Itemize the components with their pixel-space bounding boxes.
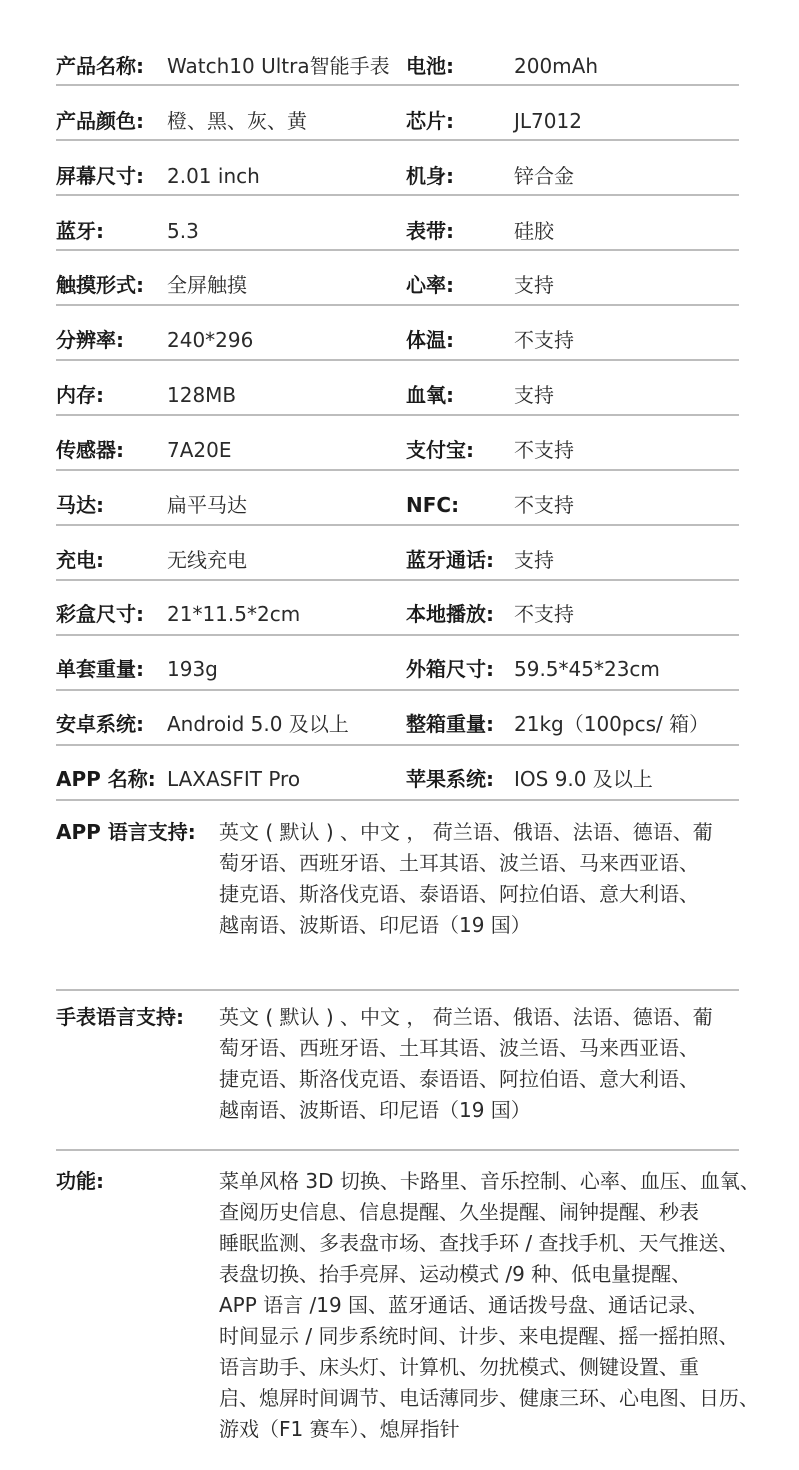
spec-value: 支持 <box>514 548 554 572</box>
spec-value: Watch10 Ultra智能手表 <box>167 54 390 78</box>
spec-row <box>56 656 739 691</box>
spec-row <box>56 53 739 86</box>
spec-value: 21kg（100pcs/ 箱） <box>514 712 710 736</box>
spec-value: 200mAh <box>514 54 599 78</box>
spec-label: 单套重量: <box>56 657 144 681</box>
spec-label: 机身: <box>406 164 454 188</box>
text-line: 查阅历史信息、信息提醒、久坐提醒、闹钟提醒、秒表 <box>219 1200 699 1224</box>
spec-value: 支持 <box>514 383 554 407</box>
spec-label: NFC: <box>406 493 460 517</box>
features-value <box>219 1166 760 1445</box>
app-language-row <box>56 817 739 991</box>
spec-row <box>56 327 739 361</box>
spec-label: 蓝牙通话: <box>406 548 494 572</box>
watch-language-value <box>219 1002 739 1126</box>
spec-value: 128MB <box>167 383 237 407</box>
spec-label: 触摸形式: <box>56 273 144 297</box>
text-line: 捷克语、斯洛伐克语、泰语语、阿拉伯语、意大利语、 <box>219 882 699 906</box>
spec-value: 7A20E <box>167 438 232 462</box>
spec-value: 21*11.5*2cm <box>167 602 301 626</box>
spec-row <box>56 601 739 636</box>
text-line: 越南语、波斯语、印尼语（19 国） <box>219 913 531 937</box>
spec-value: 不支持 <box>514 438 574 462</box>
spec-label: 电池: <box>406 54 454 78</box>
features-label: 功能: <box>56 1169 104 1193</box>
watch-language-label: 手表语言支持: <box>56 1005 184 1029</box>
spec-label: APP 名称: <box>56 767 156 791</box>
spec-label: 产品名称: <box>56 54 144 78</box>
spec-label: 安卓系统: <box>56 712 144 736</box>
spec-value: 锌合金 <box>514 164 574 188</box>
spec-label: 苹果系统: <box>406 767 494 791</box>
spec-value: 硅胶 <box>514 219 554 243</box>
spec-value: 193g <box>167 657 218 681</box>
spec-value: 不支持 <box>514 328 574 352</box>
spec-value: 无线充电 <box>167 548 247 572</box>
text-line: 萄牙语、西班牙语、土耳其语、波兰语、马来西亚语、 <box>219 1036 699 1060</box>
spec-label: 传感器: <box>56 438 124 462</box>
spec-value: 不支持 <box>514 493 574 517</box>
spec-label: 体温: <box>406 328 454 352</box>
spec-label: 内存: <box>56 383 104 407</box>
spec-value: JL7012 <box>514 109 582 133</box>
spec-row <box>56 766 739 801</box>
spec-label: 本地播放: <box>406 602 494 626</box>
watch-language-row <box>56 1002 739 1151</box>
spec-value: 240*296 <box>167 328 254 352</box>
spec-value: 全屏触摸 <box>167 273 247 297</box>
spec-label: 芯片: <box>406 109 454 133</box>
spec-row <box>56 492 739 526</box>
spec-value: LAXASFIT Pro <box>167 767 301 791</box>
text-line: 游戏（F1 赛车）、熄屏指针 <box>219 1417 460 1441</box>
text-line: 英文 ( 默认 ) 、中文 ， 荷兰语、俄语、法语、德语、葡 <box>219 820 713 844</box>
spec-row <box>56 218 739 251</box>
spec-value: Android 5.0 及以上 <box>167 712 349 736</box>
spec-value: 2.01 inch <box>167 164 260 188</box>
spec-value: 不支持 <box>514 602 574 626</box>
spec-label: 表带: <box>406 219 454 243</box>
app-language-label: APP 语言支持: <box>56 820 196 844</box>
text-line: 越南语、波斯语、印尼语（19 国） <box>219 1098 531 1122</box>
features-row <box>56 1166 760 1456</box>
spec-value: 支持 <box>514 273 554 297</box>
text-line: 英文 ( 默认 ) 、中文 ， 荷兰语、俄语、法语、德语、葡 <box>219 1005 713 1029</box>
spec-label: 充电: <box>56 548 104 572</box>
spec-label: 支付宝: <box>406 438 474 462</box>
spec-row <box>56 711 739 746</box>
spec-row <box>56 547 739 581</box>
text-line: 时间显示 / 同步系统时间、计步、来电提醒、摇一摇拍照、 <box>219 1324 739 1348</box>
spec-label: 产品颜色: <box>56 109 144 133</box>
spec-value: 5.3 <box>167 219 199 243</box>
spec-label: 外箱尺寸: <box>406 657 494 681</box>
app-language-value <box>219 817 739 941</box>
text-line: APP 语言 /19 国、蓝牙通话、通话拨号盘、通话记录、 <box>219 1293 709 1317</box>
spec-label: 屏幕尺寸: <box>56 164 144 188</box>
spec-row <box>56 108 739 141</box>
spec-value: IOS 9.0 及以上 <box>514 767 653 791</box>
spec-value: 橙、黑、灰、黄 <box>167 109 307 133</box>
spec-label: 马达: <box>56 493 104 517</box>
text-line: 启、熄屏时间调节、电话薄同步、健康三环、心电图、日历、 <box>219 1386 759 1410</box>
spec-label: 血氧: <box>406 383 454 407</box>
spec-row <box>56 163 739 196</box>
text-line: 菜单风格 3D 切换、卡路里、音乐控制、心率、血压、血氧、 <box>219 1169 760 1193</box>
text-line: 表盘切换、抬手亮屏、运动模式 /9 种、低电量提醒、 <box>219 1262 692 1286</box>
spec-label: 分辨率: <box>56 328 124 352</box>
spec-label: 整箱重量: <box>406 712 494 736</box>
text-line: 睡眠监测、多表盘市场、查找手环 / 查找手机、天气推送、 <box>219 1231 739 1255</box>
spec-label: 蓝牙: <box>56 219 104 243</box>
spec-row <box>56 272 739 306</box>
spec-value: 59.5*45*23cm <box>514 657 660 681</box>
spec-label: 彩盒尺寸: <box>56 602 144 626</box>
text-line: 萄牙语、西班牙语、土耳其语、波兰语、马来西亚语、 <box>219 851 699 875</box>
text-line: 语言助手、床头灯、计算机、勿扰模式、侧键设置、重 <box>219 1355 699 1379</box>
spec-row <box>56 437 739 471</box>
spec-value: 扁平马达 <box>167 493 247 517</box>
spec-row <box>56 382 739 416</box>
text-line: 捷克语、斯洛伐克语、泰语语、阿拉伯语、意大利语、 <box>219 1067 699 1091</box>
spec-label: 心率: <box>406 273 454 297</box>
